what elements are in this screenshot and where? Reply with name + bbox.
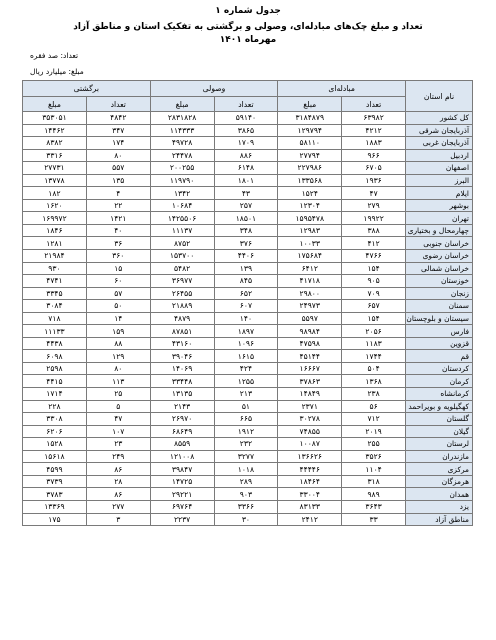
- returned-count-cell: ۲۸: [86, 475, 150, 488]
- collected-amount-cell: ۸۷۵۲: [150, 237, 214, 250]
- collected-amount-cell: ۱۱۹۷۹۰: [150, 174, 214, 187]
- returned-amount-cell: ۱۸۲: [23, 187, 87, 200]
- returned-amount-cell: ۲۲۸: [23, 400, 87, 413]
- collected-count-cell: ۱۹۱۲: [214, 425, 278, 438]
- province-name: ایلام: [406, 187, 473, 200]
- collected-count-cell: ۶۶۵: [214, 413, 278, 426]
- collected-count-cell: ۱۸۹۷: [214, 325, 278, 338]
- province-name: گلستان: [406, 413, 473, 426]
- amount-header: مبلغ: [150, 97, 214, 112]
- collected-count-cell: ۹۰۳: [214, 488, 278, 501]
- collected-amount-cell: ۳۳۴۴۸: [150, 375, 214, 388]
- collected-count-cell: ۱۷۰۹: [214, 137, 278, 150]
- exchanged-count-cell: ۲۵۵: [342, 438, 406, 451]
- returned-count-cell: ۵۵۷: [86, 162, 150, 175]
- table-row: [23, 224, 473, 237]
- collected-amount-cell: ۳۶۹۷۷: [150, 275, 214, 288]
- returned-count-cell: ۱۴۲۱: [86, 212, 150, 225]
- table-row: [23, 388, 473, 401]
- collected-count-cell: ۱۴۰: [214, 312, 278, 325]
- returned-count-cell: ۸۸: [86, 337, 150, 350]
- returned-amount-cell: ۱۵۲۸: [23, 438, 87, 451]
- exchanged-amount-cell: ۴۴۴۴۶: [278, 463, 342, 476]
- table-row: [23, 425, 473, 438]
- province-name: کهگیلویه و بویراحمد: [406, 400, 473, 413]
- returned-amount-cell: ۳۳۱۶: [23, 149, 87, 162]
- collected-count-cell: ۸۴۵: [214, 275, 278, 288]
- table-row: [23, 137, 473, 150]
- province-name: آذربایجان غربی: [406, 137, 473, 150]
- collected-amount-cell: ۱۵۳۷۰۰: [150, 250, 214, 263]
- count-header: تعداد: [342, 97, 406, 112]
- group-header-returned: برگشتی: [23, 81, 151, 97]
- returned-count-cell: ۸۰: [86, 149, 150, 162]
- collected-count-cell: ۱۰۹۶: [214, 337, 278, 350]
- exchanged-amount-cell: ۱۵۹۵۴۷۸: [278, 212, 342, 225]
- amount-header: مبلغ: [278, 97, 342, 112]
- table-row: [23, 500, 473, 513]
- province-name: تهران: [406, 212, 473, 225]
- collected-amount-cell: ۳۹۸۴۷: [150, 463, 214, 476]
- collected-amount-cell: ۱۳۱۳۵: [150, 388, 214, 401]
- province-name: کرمان: [406, 375, 473, 388]
- exchanged-amount-cell: ۱۳۳۵۶۸: [278, 174, 342, 187]
- exchanged-count-cell: ۲۷۹: [342, 199, 406, 212]
- collected-amount-cell: ۱۴۷۲۵: [150, 475, 214, 488]
- exchanged-count-cell: ۵۰۴: [342, 362, 406, 375]
- exchanged-amount-cell: ۲۲۷۹۸۶: [278, 162, 342, 175]
- table-row: [23, 174, 473, 187]
- collected-amount-cell: ۲۱۸۸۹: [150, 300, 214, 313]
- province-name: خراسان جنوبی: [406, 237, 473, 250]
- table-row: [23, 199, 473, 212]
- collected-amount-cell: ۸۵۵۹: [150, 438, 214, 451]
- exchanged-count-cell: ۱۸۸۳: [342, 137, 406, 150]
- collected-amount-cell: ۱۰۶۸۴: [150, 199, 214, 212]
- collected-amount-cell: ۱۲۱۰۰۸: [150, 450, 214, 463]
- collected-amount-cell: ۲۶۹۷۰: [150, 413, 214, 426]
- returned-amount-cell: ۳۳۰۸: [23, 413, 87, 426]
- table-row: [23, 325, 473, 338]
- exchanged-count-cell: ۳۱۸: [342, 475, 406, 488]
- collected-amount-cell: ۱۳۴۲: [150, 187, 214, 200]
- exchanged-count-cell: ۱۵۴: [342, 312, 406, 325]
- table-row: [23, 300, 473, 313]
- table-number: جدول شماره ۱: [215, 6, 281, 16]
- exchanged-amount-cell: ۱۵۲۴: [278, 187, 342, 200]
- table-row: [23, 212, 473, 225]
- exchanged-amount-cell: ۱۲۳۰۴: [278, 199, 342, 212]
- total-row: [23, 112, 473, 125]
- collected-count-cell: ۲۳۲: [214, 438, 278, 451]
- exchanged-count-cell: ۵۶: [342, 400, 406, 413]
- table-title: تعداد و مبلغ چک‌های مبادله‌ای، وصولی و برگشتی به تفکیک استان و مناطق آزاد: [73, 22, 423, 32]
- province-name: البرز: [406, 174, 473, 187]
- collected-count-cell: ۳۴۸: [214, 224, 278, 237]
- exchanged-count-cell: ۴۷: [342, 187, 406, 200]
- table-row: [23, 450, 473, 463]
- collected-count-cell: ۱۳۹: [214, 262, 278, 275]
- returned-count-cell: ۴: [86, 187, 150, 200]
- returned-amount-cell: ۲۵۹۸: [23, 362, 87, 375]
- collected-count-cell: ۳۷۶: [214, 237, 278, 250]
- returned-count-cell: ۶۰: [86, 275, 150, 288]
- exchanged-amount-cell: ۲۴۱۲: [278, 513, 342, 526]
- collected-count-cell: ۴۳: [214, 187, 278, 200]
- amount-header: مبلغ: [23, 97, 87, 112]
- returned-amount-cell: ۴۴۳۸: [23, 337, 87, 350]
- returned-amount-cell: ۱۳۷۷۸: [23, 174, 87, 187]
- exchanged-amount-cell: ۱۷۵۶۸۴: [278, 250, 342, 263]
- returned-count-cell: ۲۳: [86, 438, 150, 451]
- table-row: [23, 438, 473, 451]
- title-block: [0, 0, 496, 46]
- returned-amount-cell: ۴۵۹۹: [23, 463, 87, 476]
- province-name: مازندران: [406, 450, 473, 463]
- table-row: [23, 262, 473, 275]
- exchanged-amount-cell: ۳۱۸۴۸۷۹: [278, 112, 342, 125]
- exchanged-amount-cell: ۱۳۶۶۲۶: [278, 450, 342, 463]
- returned-amount-cell: ۱۸۴۶: [23, 224, 87, 237]
- province-name: لرستان: [406, 438, 473, 451]
- collected-count-cell: ۴۲۴: [214, 362, 278, 375]
- province-name: مرکزی: [406, 463, 473, 476]
- returned-count-cell: ۵۰: [86, 300, 150, 313]
- count-header: تعداد: [214, 97, 278, 112]
- exchanged-count-cell: ۹۶۶: [342, 149, 406, 162]
- collected-count-cell: ۱۲۵۵: [214, 375, 278, 388]
- returned-amount-cell: ۶۰۹۸: [23, 350, 87, 363]
- exchanged-amount-cell: ۴۵۱۴۴: [278, 350, 342, 363]
- returned-count-cell: ۱۷۴: [86, 137, 150, 150]
- returned-count-cell: ۲۵: [86, 388, 150, 401]
- table-row: [23, 413, 473, 426]
- returned-amount-cell: ۳۷۳۹: [23, 475, 87, 488]
- table-row: [23, 162, 473, 175]
- collected-amount-cell: ۸۷۸۵۱: [150, 325, 214, 338]
- table-row: [23, 237, 473, 250]
- collected-count-cell: ۶۰۷: [214, 300, 278, 313]
- exchanged-count-cell: ۶۳۹۸۲: [342, 112, 406, 125]
- collected-count-cell: ۵۱: [214, 400, 278, 413]
- returned-amount-cell: ۱۷۵: [23, 513, 87, 526]
- collected-count-cell: ۱۸۰۱: [214, 174, 278, 187]
- returned-count-cell: ۸۰: [86, 362, 150, 375]
- group-header-collected: وصولی: [150, 81, 278, 97]
- returned-count-cell: ۳۶: [86, 237, 150, 250]
- table-row: [23, 149, 473, 162]
- province-name: یزد: [406, 500, 473, 513]
- province-name: بوشهر: [406, 199, 473, 212]
- exchanged-count-cell: ۳۸۸: [342, 224, 406, 237]
- returned-amount-cell: ۲۷۷۳۱: [23, 162, 87, 175]
- exchanged-count-cell: ۱۷۴۴: [342, 350, 406, 363]
- province-name: اصفهان: [406, 162, 473, 175]
- table-period: مهرماه ۱۴۰۱: [219, 35, 277, 45]
- province-name: هرمزگان: [406, 475, 473, 488]
- province-name: فارس: [406, 325, 473, 338]
- province-name: سمنان: [406, 300, 473, 313]
- returned-amount-cell: ۸۳۸۲: [23, 137, 87, 150]
- province-name: خراسان رضوی: [406, 250, 473, 263]
- collected-amount-cell: ۲۸۳۱۸۲۸: [150, 112, 214, 125]
- province-name: خراسان شمالی: [406, 262, 473, 275]
- exchanged-amount-cell: ۲۹۸۰۰: [278, 287, 342, 300]
- collected-count-cell: ۳۲۷۷: [214, 450, 278, 463]
- exchanged-count-cell: ۴۱۲: [342, 237, 406, 250]
- collected-amount-cell: ۴۸۷۹: [150, 312, 214, 325]
- table-row: [23, 287, 473, 300]
- exchanged-amount-cell: ۳۰۲۷۸: [278, 413, 342, 426]
- exchanged-amount-cell: ۱۲۹۷۹۴: [278, 124, 342, 137]
- collected-count-cell: ۱۸۵۰۱: [214, 212, 278, 225]
- collected-amount-cell: ۲۹۲۲۱: [150, 488, 214, 501]
- exchanged-count-cell: ۳۳: [342, 513, 406, 526]
- exchanged-amount-cell: ۳۳۰۰۴: [278, 488, 342, 501]
- returned-count-cell: ۱۳۵: [86, 174, 150, 187]
- province-name: کردستان: [406, 362, 473, 375]
- table-row: [23, 275, 473, 288]
- returned-count-cell: ۴۷: [86, 413, 150, 426]
- exchanged-count-cell: ۷۱۲: [342, 413, 406, 426]
- returned-amount-cell: ۶۲۰۶: [23, 425, 87, 438]
- exchanged-count-cell: ۱۱۰۴: [342, 463, 406, 476]
- returned-count-cell: ۵۷: [86, 287, 150, 300]
- returned-amount-cell: ۲۱۹۸۴: [23, 250, 87, 263]
- returned-amount-cell: ۱۶۹۹۷۲: [23, 212, 87, 225]
- province-name: اردبیل: [406, 149, 473, 162]
- table-row: [23, 488, 473, 501]
- collected-amount-cell: ۲۱۴۳: [150, 400, 214, 413]
- collected-count-cell: ۲۵۷: [214, 199, 278, 212]
- exchanged-amount-cell: ۱۸۴۶۴: [278, 475, 342, 488]
- table-row: [23, 400, 473, 413]
- returned-count-cell: ۱۱۳: [86, 375, 150, 388]
- exchanged-count-cell: ۴۲۱۲: [342, 124, 406, 137]
- returned-amount-cell: ۹۳۰: [23, 262, 87, 275]
- cheque-table: [22, 80, 473, 526]
- collected-amount-cell: ۶۸۶۴۹: [150, 425, 214, 438]
- collected-count-cell: ۵۹۱۴۰: [214, 112, 278, 125]
- collected-amount-cell: ۲۰۰۲۵۵: [150, 162, 214, 175]
- province-name: سیستان و بلوچستان: [406, 312, 473, 325]
- returned-count-cell: ۱۲۹: [86, 350, 150, 363]
- province-name: کل کشور: [406, 112, 473, 125]
- exchanged-count-cell: ۲۳۸: [342, 388, 406, 401]
- table-row: [23, 250, 473, 263]
- returned-count-cell: ۴۰: [86, 224, 150, 237]
- returned-amount-cell: ۱۳۳۶۹: [23, 500, 87, 513]
- group-header-exchanged: مبادله‌ای: [278, 81, 406, 97]
- collected-amount-cell: ۱۴۰۶۹: [150, 362, 214, 375]
- returned-count-cell: ۸۶: [86, 463, 150, 476]
- exchanged-amount-cell: ۴۷۵۹۸: [278, 337, 342, 350]
- exchanged-count-cell: ۶۵۷: [342, 300, 406, 313]
- exchanged-amount-cell: ۵۸۱۱۰: [278, 137, 342, 150]
- collected-amount-cell: ۴۳۱۶۰: [150, 337, 214, 350]
- exchanged-amount-cell: ۹۸۹۸۴: [278, 325, 342, 338]
- province-name: آذربایجان شرقی: [406, 124, 473, 137]
- collected-count-cell: ۸۸۶: [214, 149, 278, 162]
- exchanged-count-cell: ۷۰۹: [342, 287, 406, 300]
- exchanged-amount-cell: ۳۷۸۶۳: [278, 375, 342, 388]
- exchanged-count-cell: ۳۶۴۳: [342, 500, 406, 513]
- exchanged-count-cell: ۶۷۰۵: [342, 162, 406, 175]
- returned-count-cell: ۱۰۷: [86, 425, 150, 438]
- exchanged-count-cell: ۲۰۱۹: [342, 425, 406, 438]
- collected-amount-cell: ۲۴۴۷۸: [150, 149, 214, 162]
- exchanged-amount-cell: ۵۵۹۷: [278, 312, 342, 325]
- exchanged-count-cell: ۱۵۴: [342, 262, 406, 275]
- table-row: [23, 312, 473, 325]
- exchanged-count-cell: ۹۰۵: [342, 275, 406, 288]
- returned-amount-cell: ۳۳۴۵: [23, 287, 87, 300]
- collected-amount-cell: ۱۱۱۳۷: [150, 224, 214, 237]
- collected-count-cell: ۱۶۱۵: [214, 350, 278, 363]
- exchanged-amount-cell: ۱۰۰۸۷: [278, 438, 342, 451]
- exchanged-amount-cell: ۸۳۱۳۳: [278, 500, 342, 513]
- returned-amount-cell: ۱۷۱۴: [23, 388, 87, 401]
- table-row: [23, 350, 473, 363]
- exchanged-count-cell: ۱۹۳۶: [342, 174, 406, 187]
- exchanged-amount-cell: ۲۴۹۷۳: [278, 300, 342, 313]
- exchanged-amount-cell: ۶۴۱۲: [278, 262, 342, 275]
- exchanged-count-cell: ۴۷۶۶: [342, 250, 406, 263]
- province-header: نام استان: [406, 81, 473, 112]
- table-row: [23, 463, 473, 476]
- amount-unit-note: مبلغ: میلیارد ریال: [30, 67, 84, 76]
- returned-amount-cell: ۱۲۸۱: [23, 237, 87, 250]
- returned-amount-cell: ۳۰۸۴: [23, 300, 87, 313]
- province-name: قم: [406, 350, 473, 363]
- returned-amount-cell: ۱۶۲۰: [23, 199, 87, 212]
- returned-amount-cell: ۱۵۶۱۸: [23, 450, 87, 463]
- count-header: تعداد: [86, 97, 150, 112]
- table-row: [23, 337, 473, 350]
- province-name: چهارمحال و بختیاری: [406, 224, 473, 237]
- collected-amount-cell: ۱۱۴۳۳۳: [150, 124, 214, 137]
- table-row: [23, 362, 473, 375]
- exchanged-amount-cell: ۱۴۸۴۹: [278, 388, 342, 401]
- returned-count-cell: ۳۴۷: [86, 124, 150, 137]
- count-unit-note: تعداد: صد فقره: [30, 51, 79, 60]
- collected-count-cell: ۶۵۲: [214, 287, 278, 300]
- returned-count-cell: ۲۷۷: [86, 500, 150, 513]
- collected-amount-cell: ۲۲۳۷: [150, 513, 214, 526]
- collected-count-cell: ۶۱۴۸: [214, 162, 278, 175]
- exchanged-count-cell: ۱۹۹۲۲: [342, 212, 406, 225]
- collected-count-cell: ۳۰: [214, 513, 278, 526]
- returned-amount-cell: ۱۱۱۳۳: [23, 325, 87, 338]
- collected-amount-cell: ۶۹۷۶۴: [150, 500, 214, 513]
- returned-count-cell: ۳: [86, 513, 150, 526]
- collected-count-cell: ۴۴۰۶: [214, 250, 278, 263]
- exchanged-amount-cell: ۷۴۸۵۵: [278, 425, 342, 438]
- province-name: زنجان: [406, 287, 473, 300]
- table-body: [23, 112, 473, 526]
- table-row: [23, 513, 473, 526]
- exchanged-amount-cell: ۱۰۰۳۳: [278, 237, 342, 250]
- collected-amount-cell: ۳۹۰۴۶: [150, 350, 214, 363]
- returned-count-cell: ۱۵۹: [86, 325, 150, 338]
- collected-count-cell: ۲۸۹: [214, 475, 278, 488]
- collected-amount-cell: ۱۴۲۵۵۰۶: [150, 212, 214, 225]
- returned-amount-cell: ۱۴۴۶۲: [23, 124, 87, 137]
- province-name: قزوین: [406, 337, 473, 350]
- returned-count-cell: ۴۸۴۲: [86, 112, 150, 125]
- returned-count-cell: ۱۵: [86, 262, 150, 275]
- returned-amount-cell: ۴۷۴۱: [23, 275, 87, 288]
- returned-amount-cell: ۳۵۳۰۵۱: [23, 112, 87, 125]
- table-row: [23, 187, 473, 200]
- returned-count-cell: ۳۶۰: [86, 250, 150, 263]
- returned-count-cell: ۵: [86, 400, 150, 413]
- exchanged-amount-cell: ۲۷۷۹۴: [278, 149, 342, 162]
- collected-count-cell: ۲۱۳: [214, 388, 278, 401]
- exchanged-amount-cell: ۱۲۹۸۳: [278, 224, 342, 237]
- exchanged-count-cell: ۹۸۹: [342, 488, 406, 501]
- returned-amount-cell: ۳۷۸۳: [23, 488, 87, 501]
- returned-amount-cell: ۷۱۸: [23, 312, 87, 325]
- collected-amount-cell: ۵۴۸۲: [150, 262, 214, 275]
- returned-count-cell: ۲۲: [86, 199, 150, 212]
- collected-count-cell: ۳۸۶۵: [214, 124, 278, 137]
- table-row: [23, 124, 473, 137]
- province-name: مناطق آزاد: [406, 513, 473, 526]
- collected-count-cell: ۳۳۶۶: [214, 500, 278, 513]
- exchanged-amount-cell: ۱۶۶۶۷: [278, 362, 342, 375]
- table-row: [23, 375, 473, 388]
- table-row: [23, 475, 473, 488]
- exchanged-count-cell: ۲۰۵۶: [342, 325, 406, 338]
- collected-amount-cell: ۲۶۴۵۵: [150, 287, 214, 300]
- province-name: کرمانشاه: [406, 388, 473, 401]
- collected-amount-cell: ۴۹۷۲۸: [150, 137, 214, 150]
- returned-count-cell: ۸۶: [86, 488, 150, 501]
- returned-amount-cell: ۴۴۱۵: [23, 375, 87, 388]
- province-name: همدان: [406, 488, 473, 501]
- exchanged-amount-cell: ۲۳۷۱: [278, 400, 342, 413]
- exchanged-amount-cell: ۴۱۷۱۸: [278, 275, 342, 288]
- province-name: خوزستان: [406, 275, 473, 288]
- exchanged-count-cell: ۱۳۶۸: [342, 375, 406, 388]
- exchanged-count-cell: ۳۵۲۶: [342, 450, 406, 463]
- returned-count-cell: ۲۴۹: [86, 450, 150, 463]
- returned-count-cell: ۱۴: [86, 312, 150, 325]
- exchanged-count-cell: ۱۱۸۳: [342, 337, 406, 350]
- province-name: گیلان: [406, 425, 473, 438]
- collected-count-cell: ۱۰۱۸: [214, 463, 278, 476]
